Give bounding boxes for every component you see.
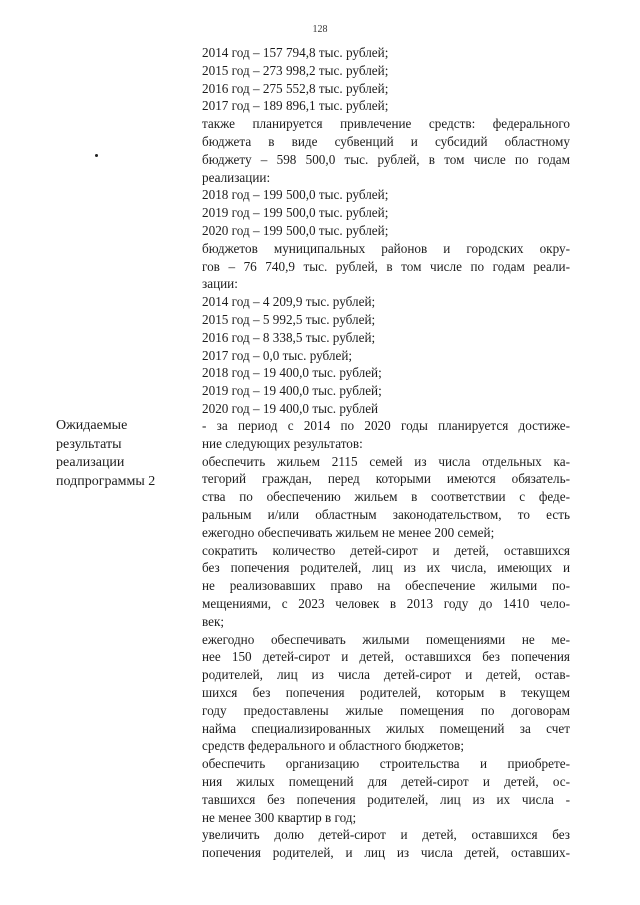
text-line: 2020 год – 199 500,0 тыс. рублей; <box>202 222 389 238</box>
expected-results-label <box>56 417 196 491</box>
text-line: ства по обеспечению жильем в соответствии с феде- <box>202 489 570 505</box>
page-number: 128 <box>312 24 328 35</box>
label-line: результаты <box>56 436 122 452</box>
text-line: век; <box>202 613 225 629</box>
text-line: 2015 год – 5 992,5 тыс. рублей; <box>202 311 376 327</box>
label-line: реализации <box>56 455 125 470</box>
text-line: тегорий граждан, перед которыми имеются обязатель- <box>202 471 570 487</box>
text-line: 2016 год – 8 338,5 тыс. рублей; <box>202 329 376 345</box>
text-line: шихся без попечения родителей, которым в текущем <box>202 684 570 700</box>
text-line: бюджетов муниципальных районов и городских окру- <box>202 240 570 256</box>
margin-dot <box>95 154 98 157</box>
text-line: попечения родителей, и лиц из числа детей, оставших- <box>202 845 570 861</box>
funding-text-block <box>202 44 570 418</box>
text-line: бюджету – 598 500,0 тыс. рублей, в том числе по годам <box>202 151 570 167</box>
text-line: 2019 год – 19 400,0 тыс. рублей; <box>202 383 382 399</box>
text-line: обеспечить организацию строительства и приобрете- <box>202 756 570 772</box>
text-line: ния жилых помещений для детей-сирот и детей, ос- <box>202 773 570 789</box>
text-line: - за период с 2014 по 2020 годы планируется достиже- <box>202 418 570 433</box>
text-line: 2018 год – 19 400,0 тыс. рублей; <box>202 365 382 381</box>
label-line: Ожидаемые <box>56 418 128 433</box>
text-line: году предоставлены жилые помещения по договорам <box>202 702 570 718</box>
text-line: ние следующих результатов: <box>202 435 363 451</box>
text-line: 2014 год – 157 794,8 тыс. рублей; <box>202 45 389 60</box>
text-line: без попечения родителей, лиц из их числа, имеющих и <box>202 560 570 576</box>
text-line: бюджета в виде субвенций и субсидий областному <box>202 133 570 149</box>
text-line: 2018 год – 199 500,0 тыс. рублей; <box>202 187 389 203</box>
text-line: найма специализированных жилых помещений за счет <box>202 720 570 736</box>
text-line: не реализовавших право на обеспечение жилыми по- <box>202 578 570 594</box>
text-line: 2017 год – 0,0 тыс. рублей; <box>202 347 353 363</box>
text-line: 2020 год – 19 400,0 тыс. рублей <box>202 400 379 416</box>
text-line: ежегодно обеспечивать жилыми помещениями не ме- <box>202 631 570 647</box>
text-line: гов – 76 740,9 тыс. рублей, в том числе по годам реали- <box>202 258 570 274</box>
text-line: реализации: <box>202 169 271 185</box>
text-line: обеспечить жильем 2115 семей из числа отдельных ка- <box>202 453 570 469</box>
text-line: не менее 300 квартир в год; <box>202 809 357 825</box>
text-line: ежегодно обеспечивать жильем не менее 200 семей; <box>202 524 495 540</box>
text-line: 2015 год – 273 998,2 тыс. рублей; <box>202 62 389 78</box>
text-line: нее 150 детей-сирот и детей, оставшихся без попечения <box>202 649 570 665</box>
expected-results-text-block <box>202 417 570 862</box>
text-line: 2017 год – 189 896,1 тыс. рублей; <box>202 98 389 114</box>
text-line: ральным и/или областным законодательством, то есть <box>202 506 570 522</box>
label-line: подпрограммы 2 <box>56 473 156 489</box>
text-line: 2019 год – 199 500,0 тыс. рублей; <box>202 205 389 221</box>
text-line: тавшихся без попечения родителей, лиц из их числа - <box>202 791 570 807</box>
text-line: родителей, лиц из числа детей-сирот и детей, остав- <box>202 667 570 683</box>
text-line: также планируется привлечение средств: федерального <box>202 116 570 132</box>
text-line: средств федерального и областного бюджетов; <box>202 738 465 754</box>
text-line: сократить количество детей-сирот и детей, оставшихся <box>202 542 570 558</box>
text-line: мещениями, с 2023 человек в 2013 году до 1410 чело- <box>202 595 570 611</box>
text-line: 2014 год – 4 209,9 тыс. рублей; <box>202 294 376 310</box>
text-line: зации: <box>202 276 238 292</box>
text-line: 2016 год – 275 552,8 тыс. рублей; <box>202 80 389 96</box>
text-line: увеличить долю детей-сирот и детей, оставшихся без <box>202 827 570 843</box>
